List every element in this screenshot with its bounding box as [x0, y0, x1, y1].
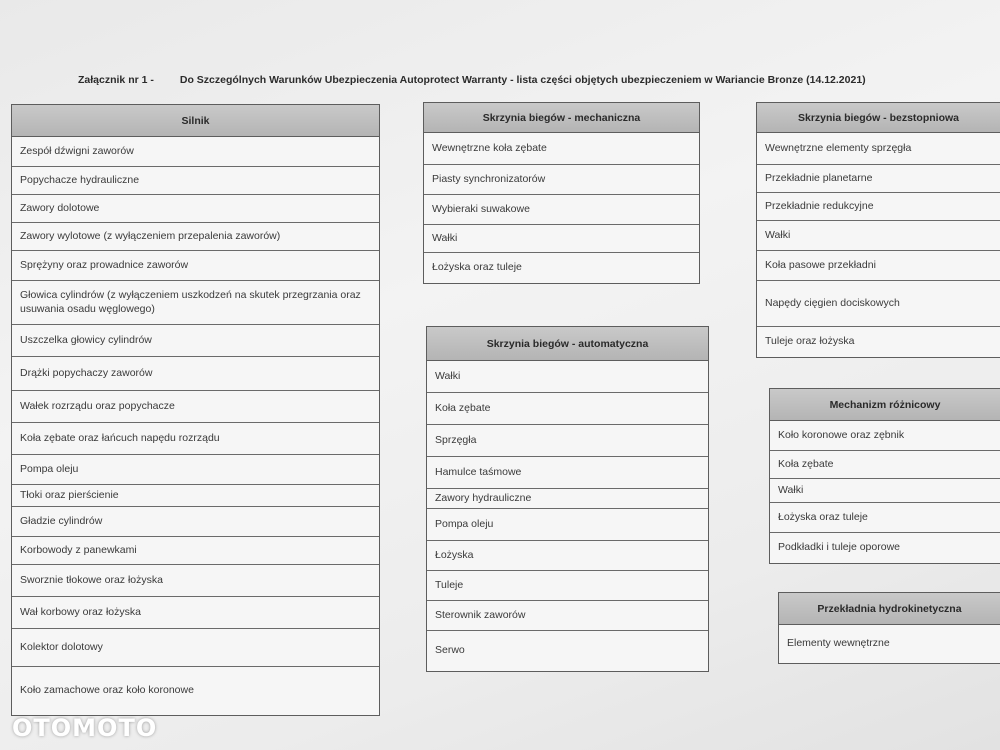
- document-heading: [78, 74, 978, 86]
- table-row: Wałki: [424, 225, 699, 253]
- table-row: Wewnętrzne koła zębate: [424, 133, 699, 165]
- table-row: Tuleje oraz łożyska: [765, 335, 855, 348]
- table-row: Elementy wewnętrzne: [787, 637, 890, 650]
- table-row: Koła pasowe przekładni: [757, 251, 1000, 281]
- table-row: Sprężyny oraz prowadnice zaworów: [12, 251, 379, 281]
- table-row: Zawory hydrauliczne: [427, 489, 708, 509]
- table-row: Koło koronowe oraz zębnik: [770, 421, 1000, 451]
- table-row: Głowica cylindrów (z wyłączeniem uszkodzeń na skutek przegrzania oraz usuwania osadu węglowego): [12, 281, 379, 325]
- table-row: Wybieraki suwakowe: [424, 195, 699, 225]
- table-header: Skrzynia biegów - bezstopniowa: [757, 103, 1000, 133]
- table-skrzynia-automatyczna: [426, 326, 709, 672]
- table-row: Przekładnie planetarne: [757, 165, 1000, 193]
- table-row: Koła zębate: [427, 393, 708, 425]
- table-row: Zawory wylotowe (z wyłączeniem przepalenia zaworów): [12, 223, 379, 251]
- table-skrzynia-bezstopniowa: [756, 102, 1000, 358]
- table-row: Przekładnie redukcyjne: [757, 193, 1000, 221]
- table-skrzynia-mechaniczna: [423, 102, 700, 284]
- table-header: Mechanizm różnicowy: [770, 389, 1000, 421]
- table-row: Piasty synchronizatorów: [424, 165, 699, 195]
- table-row: Pompa oleju: [12, 455, 379, 485]
- table-row: Sterownik zaworów: [427, 601, 708, 631]
- table-row: Łożyska oraz tuleje: [432, 261, 522, 274]
- table-row: Zespół dźwigni zaworów: [12, 137, 379, 167]
- table-row: Podkładki i tuleje oporowe: [778, 541, 900, 554]
- table-row: Uszczelka głowicy cylindrów: [12, 325, 379, 357]
- table-row: Drążki popychaczy zaworów: [12, 357, 379, 391]
- table-row: Napędy cięgien dociskowych: [757, 281, 1000, 327]
- table-przekladnia-hydrokinetyczna: [778, 592, 1000, 664]
- table-row: Wałki: [757, 221, 1000, 251]
- table-row: Tuleje: [427, 571, 708, 601]
- table-row: Popychacze hydrauliczne: [12, 167, 379, 195]
- otomoto-watermark: OTOMOTO: [12, 714, 158, 742]
- table-row: Koła zębate oraz łańcuch napędu rozrządu: [12, 423, 379, 455]
- table-header: Skrzynia biegów - automatyczna: [427, 327, 708, 361]
- table-row: Wałek rozrządu oraz popychacze: [12, 391, 379, 423]
- table-row: Łożyska oraz tuleje: [770, 503, 1000, 533]
- table-row: Tłoki oraz pierścienie: [12, 485, 379, 507]
- table-row: Korbowody z panewkami: [12, 537, 379, 565]
- table-row: Koła zębate: [770, 451, 1000, 479]
- table-row: Kolektor dolotowy: [12, 629, 379, 667]
- table-row: Koło zamachowe oraz koło koronowe: [20, 684, 194, 697]
- table-header: Przekładnia hydrokinetyczna: [779, 593, 1000, 625]
- heading-text: Do Szczególnych Warunków Ubezpieczenia Autoprotect Warranty - lista części objętych ubezpieczeniem w Wariancie Bronze (14.12.2021): [179, 74, 866, 86]
- table-row: Serwo: [435, 644, 465, 657]
- table-row: Hamulce taśmowe: [427, 457, 708, 489]
- attachment-label: Załącznik nr 1 -: [78, 74, 154, 86]
- table-row: Wałki: [427, 361, 708, 393]
- table-header: Skrzynia biegów - mechaniczna: [424, 103, 699, 133]
- table-row: Pompa oleju: [427, 509, 708, 541]
- table-row: Wewnętrzne elementy sprzęgła: [757, 133, 1000, 165]
- table-row: Wał korbowy oraz łożyska: [12, 597, 379, 629]
- table-row: Sprzęgła: [427, 425, 708, 457]
- table-row: Gładzie cylindrów: [12, 507, 379, 537]
- table-row: Sworznie tłokowe oraz łożyska: [12, 565, 379, 597]
- table-row: Zawory dolotowe: [12, 195, 379, 223]
- table-row: Wałki: [770, 479, 1000, 503]
- table-mechanizm-roznicowy: [769, 388, 1000, 564]
- table-silnik: [11, 104, 380, 716]
- table-row: Łożyska: [427, 541, 708, 571]
- table-header: Silnik: [12, 105, 379, 137]
